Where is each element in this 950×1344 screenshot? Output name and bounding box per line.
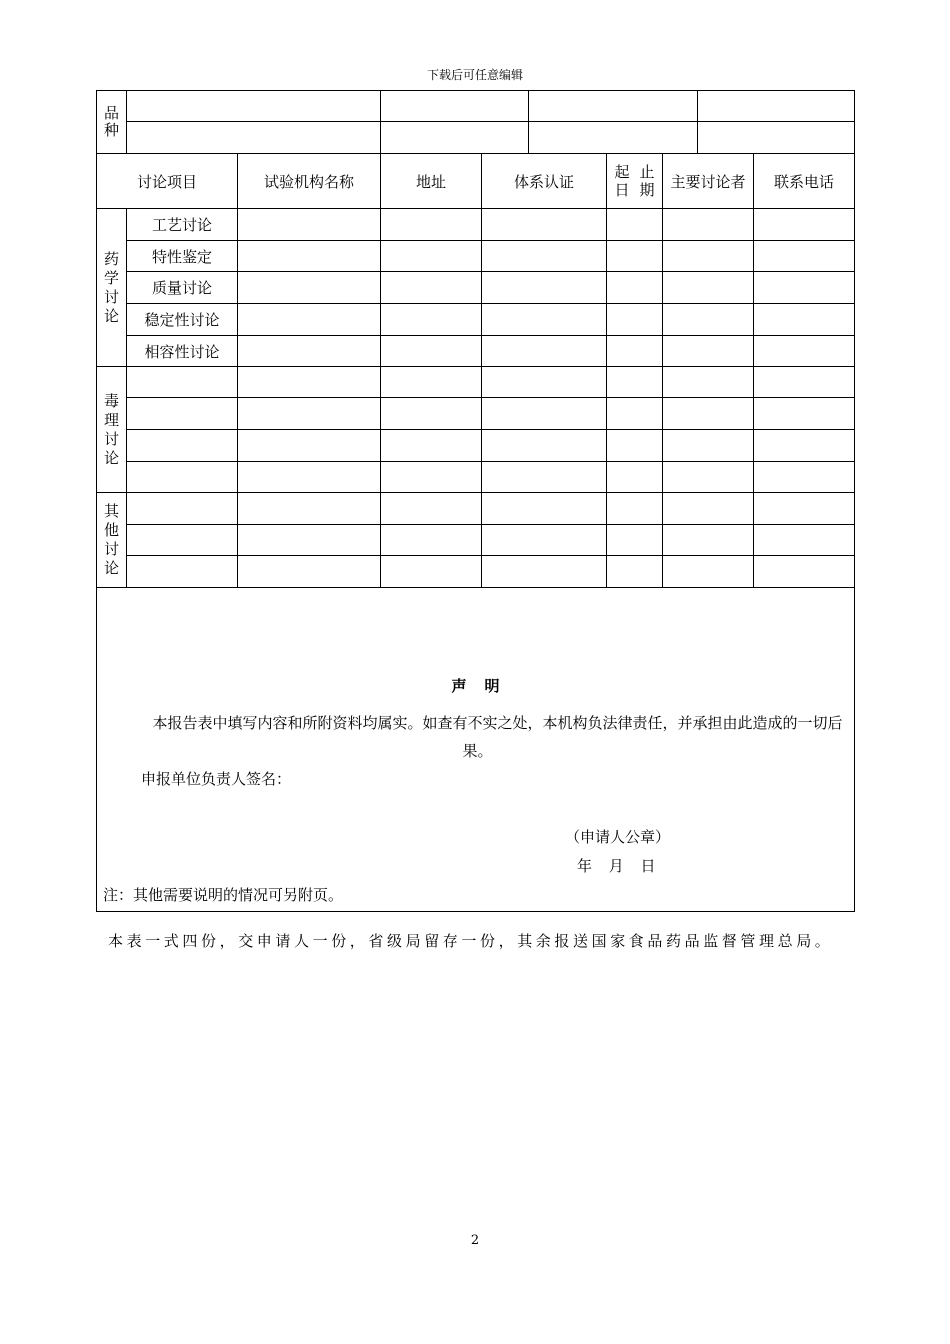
entry-cell[interactable] (482, 398, 607, 430)
entry-cell[interactable] (482, 304, 607, 336)
entry-cell[interactable] (663, 367, 754, 398)
entry-cell[interactable] (381, 241, 482, 272)
footer-line: 本表一式四份，交申请人一份，省级局留存一份，其余报送国家食品药品监督管理总局。 (108, 932, 834, 950)
declaration-body: 本报告表中填写内容和所附资料均属实。如查有不实之处，本机构负法律责任，并承担由此造成的一切后果。 (152, 714, 843, 760)
entry-cell[interactable] (381, 462, 482, 493)
entry-cell[interactable] (482, 336, 607, 367)
entry-cell[interactable] (754, 272, 855, 304)
entry-cell[interactable] (663, 525, 754, 556)
date-label: 年 月 日 (577, 857, 656, 875)
col-header-item: 讨论项目 (97, 154, 238, 209)
entry-cell[interactable] (663, 493, 754, 525)
entry-cell[interactable] (663, 430, 754, 462)
entry-cell[interactable] (607, 241, 663, 272)
entry-cell[interactable] (663, 556, 754, 588)
entry-cell[interactable] (482, 241, 607, 272)
entry-cell[interactable] (482, 209, 607, 241)
table-row (97, 272, 855, 304)
variety-cell[interactable] (127, 91, 381, 122)
entry-cell[interactable] (381, 493, 482, 525)
entry-cell[interactable] (663, 272, 754, 304)
col-header-dates: 起止 日期 (607, 154, 663, 209)
table-row (97, 462, 855, 493)
table-header-row (97, 154, 855, 209)
entry-cell[interactable] (238, 304, 381, 336)
seal-label: （申请人公章） (565, 828, 671, 846)
entry-cell[interactable] (381, 556, 482, 588)
variety-cell[interactable] (381, 91, 529, 122)
variety-cell[interactable] (698, 91, 855, 122)
entry-cell[interactable] (663, 304, 754, 336)
col-header-phone: 联系电话 (754, 154, 855, 209)
item-label: 稳定性讨论 (127, 304, 238, 336)
entry-cell[interactable] (238, 525, 381, 556)
entry-cell[interactable] (754, 493, 855, 525)
entry-cell[interactable] (754, 525, 855, 556)
variety-row (97, 91, 855, 122)
discussion-form-table (96, 90, 855, 912)
table-row (97, 336, 855, 367)
entry-cell[interactable] (607, 367, 663, 398)
entry-cell[interactable] (127, 556, 238, 588)
entry-cell[interactable] (238, 367, 381, 398)
table-row (97, 525, 855, 556)
table-row (97, 241, 855, 272)
group-label-toxicology: 毒理讨论 (97, 367, 127, 493)
variety-row (97, 122, 855, 154)
entry-cell[interactable] (381, 272, 482, 304)
entry-cell[interactable] (238, 430, 381, 462)
entry-cell[interactable] (754, 398, 855, 430)
signature-label: 申报单位负责人签名： (141, 770, 292, 788)
entry-cell[interactable] (238, 336, 381, 367)
variety-cell[interactable] (381, 122, 529, 154)
entry-cell[interactable] (381, 367, 482, 398)
col-header-discussant: 主要讨论者 (663, 154, 754, 209)
entry-cell[interactable] (238, 493, 381, 525)
entry-cell[interactable] (607, 272, 663, 304)
table-row (97, 493, 855, 525)
entry-cell[interactable] (238, 462, 381, 493)
entry-cell[interactable] (482, 430, 607, 462)
item-label: 相容性讨论 (127, 336, 238, 367)
group-label-pharmacy: 药学讨论 (97, 209, 127, 367)
table-row (97, 304, 855, 336)
entry-cell[interactable] (482, 367, 607, 398)
group-label-other: 其他讨论 (97, 493, 127, 588)
declaration-title: 声 明 (451, 677, 500, 695)
entry-cell[interactable] (754, 304, 855, 336)
entry-cell[interactable] (482, 525, 607, 556)
variety-cell[interactable] (127, 122, 381, 154)
entry-cell[interactable] (127, 367, 238, 398)
entry-cell[interactable] (482, 272, 607, 304)
table-row (97, 209, 855, 241)
item-label: 工艺讨论 (127, 209, 238, 241)
entry-cell[interactable] (754, 462, 855, 493)
entry-cell[interactable] (663, 398, 754, 430)
table-row (97, 556, 855, 588)
entry-cell[interactable] (663, 241, 754, 272)
entry-cell[interactable] (238, 398, 381, 430)
entry-cell[interactable] (127, 430, 238, 462)
entry-cell[interactable] (238, 241, 381, 272)
entry-cell[interactable] (127, 493, 238, 525)
entry-cell[interactable] (381, 209, 482, 241)
col-header-institution: 试验机构名称 (238, 154, 381, 209)
variety-cell[interactable] (698, 122, 855, 154)
entry-cell[interactable] (607, 462, 663, 493)
entry-cell[interactable] (754, 367, 855, 398)
table-row (97, 398, 855, 430)
variety-cell[interactable] (529, 122, 698, 154)
entry-cell[interactable] (607, 398, 663, 430)
entry-cell[interactable] (663, 462, 754, 493)
entry-cell[interactable] (381, 430, 482, 462)
entry-cell[interactable] (754, 336, 855, 367)
entry-cell[interactable] (607, 525, 663, 556)
entry-cell[interactable] (663, 336, 754, 367)
entry-cell[interactable] (381, 525, 482, 556)
entry-cell[interactable] (127, 398, 238, 430)
page-number: 2 (470, 1233, 480, 1248)
item-label: 特性鉴定 (127, 241, 238, 272)
entry-cell[interactable] (754, 556, 855, 588)
entry-cell[interactable] (238, 209, 381, 241)
entry-cell[interactable] (754, 209, 855, 241)
note-text: 注：其他需要说明的情况可另附页。 (103, 886, 344, 904)
declaration-row (97, 588, 855, 912)
entry-cell[interactable] (607, 493, 663, 525)
entry-cell[interactable] (754, 241, 855, 272)
entry-cell[interactable] (127, 462, 238, 493)
item-label: 质量讨论 (127, 272, 238, 304)
entry-cell[interactable] (607, 304, 663, 336)
col-header-certification: 体系认证 (482, 154, 607, 209)
table-row (97, 430, 855, 462)
variety-label: 品种 (97, 91, 127, 154)
entry-cell[interactable] (238, 272, 381, 304)
entry-cell[interactable] (482, 462, 607, 493)
entry-cell[interactable] (607, 209, 663, 241)
entry-cell[interactable] (607, 430, 663, 462)
entry-cell[interactable] (482, 493, 607, 525)
header-note: 下载后可任意编辑 (426, 68, 523, 82)
entry-cell[interactable] (607, 556, 663, 588)
entry-cell[interactable] (381, 398, 482, 430)
entry-cell[interactable] (754, 430, 855, 462)
table-row (97, 367, 855, 398)
entry-cell[interactable] (381, 336, 482, 367)
variety-cell[interactable] (529, 91, 698, 122)
entry-cell[interactable] (663, 209, 754, 241)
entry-cell[interactable] (607, 336, 663, 367)
declaration-section (97, 588, 855, 912)
col-header-address: 地址 (381, 154, 482, 209)
entry-cell[interactable] (482, 556, 607, 588)
entry-cell[interactable] (238, 556, 381, 588)
entry-cell[interactable] (381, 304, 482, 336)
entry-cell[interactable] (127, 525, 238, 556)
